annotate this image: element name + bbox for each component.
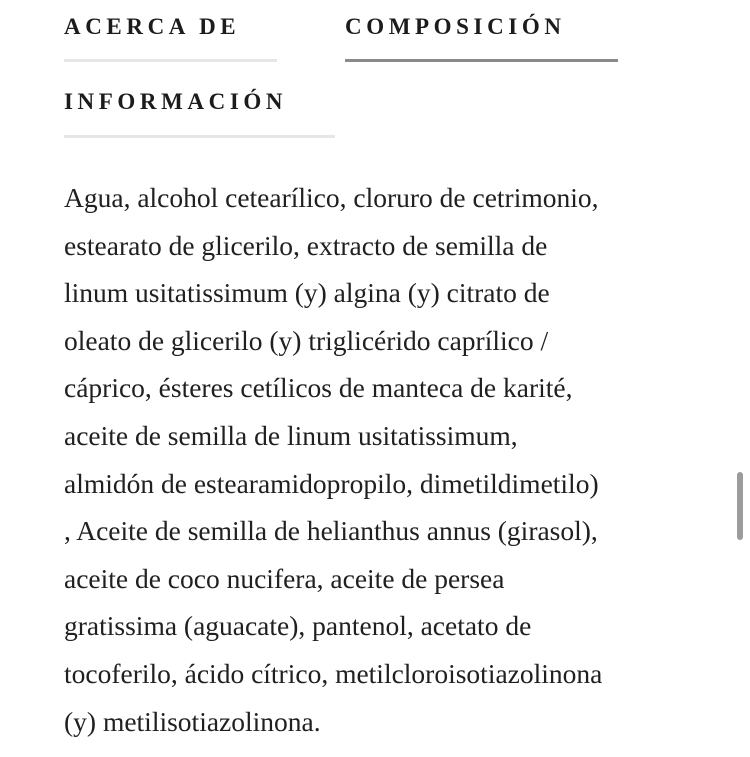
tab-acerca-de-underline [64, 59, 277, 62]
ingredients-text [64, 174, 694, 745]
ingredients-line: oleato de glicerilo (y) triglicérido caprílico / [64, 324, 549, 356]
ingredients-line: gratissima (aguacate), pantenol, acetato de [64, 610, 532, 642]
ingredients-line: tocoferilo, ácido cítrico, metilcloroisotiazolinona [64, 657, 603, 689]
ingredients-line: cáprico, ésteres cetílicos de manteca de karité, [64, 372, 573, 404]
ingredients-line: aceite de coco nucifera, aceite de persea [64, 562, 505, 594]
ingredients-line: estearato de glicerilo, extracto de semilla de [64, 229, 548, 261]
ingredients-line: aceite de semilla de linum usitatissimum, [64, 419, 518, 451]
ingredients-line: (y) metilisotiazolinona. [64, 705, 321, 737]
tab-composicion[interactable]: COMPOSICIÓN [345, 14, 566, 39]
tab-acerca-de[interactable]: ACERCA DE [64, 14, 241, 39]
ingredients-line: Agua, alcohol cetearílico, cloruro de cetrimonio, [64, 182, 599, 213]
tab-composicion-active-underline [345, 59, 618, 62]
tab-informacion[interactable]: INFORMACIÓN [64, 89, 288, 114]
ingredients-line: , Aceite de semilla de helianthus annus (girasol), [64, 515, 598, 547]
ingredients-line: almidón de estearamidopropilo, dimetildimetilo) [64, 467, 599, 499]
ingredients-line: linum usitatissimum (y) algina (y) citrato de [64, 277, 550, 309]
tab-informacion-underline [64, 135, 335, 138]
scrollbar-thumb[interactable] [737, 472, 743, 540]
